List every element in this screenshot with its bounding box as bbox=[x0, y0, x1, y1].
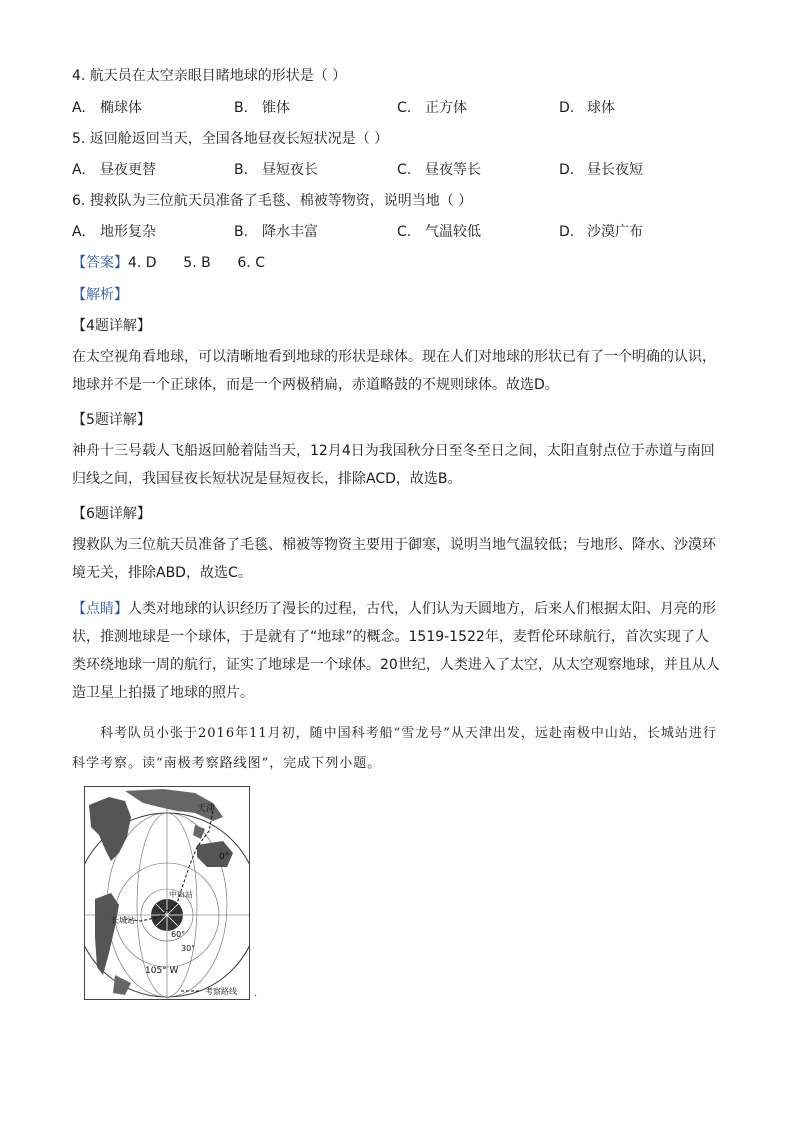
legend-route-label: 考察路线 bbox=[205, 987, 237, 996]
label-zero-degree: 0° bbox=[219, 852, 230, 862]
question-5-options bbox=[72, 160, 722, 180]
map-drawing bbox=[85, 787, 249, 999]
label-105w: 105° W bbox=[145, 966, 179, 976]
trailing-mark: . bbox=[254, 988, 258, 999]
tip-label: 【点睛】 bbox=[72, 601, 128, 617]
south-america-landmass bbox=[95, 893, 119, 975]
landmass bbox=[113, 975, 131, 995]
tip-paragraph bbox=[72, 595, 722, 707]
q4-option-d[interactable]: D. 球体 bbox=[559, 100, 615, 116]
question-5-stem: 5. 返回舱返回当天，全国各地昼夜长短状况是（ ） bbox=[72, 131, 389, 147]
question-6-options bbox=[72, 222, 722, 242]
q6-option-a[interactable]: A. 地形复杂 bbox=[72, 224, 156, 240]
q4-option-a[interactable]: A. 椭球体 bbox=[72, 100, 142, 116]
label-60-degree: 60° bbox=[171, 930, 186, 939]
answer-text: 4. D 5. B 6. C bbox=[128, 255, 265, 271]
africa-landmass bbox=[89, 797, 131, 861]
label-30-degree: 30° bbox=[181, 944, 196, 953]
detail-6-heading: 【6题详解】 bbox=[72, 506, 151, 522]
detail-6-text: 搜救队为三位航天员准备了毛毯、棉被等物资主要用于御寒，说明当地气温较低；与地形、降水、沙漠环境无关，排除ABD，故选C。 bbox=[72, 537, 716, 581]
q6-option-b[interactable]: B. 降水丰富 bbox=[234, 224, 318, 240]
q5-option-b[interactable]: B. 昼短夜长 bbox=[234, 162, 318, 178]
island-landmass bbox=[193, 825, 205, 839]
detail-4-heading: 【4题详解】 bbox=[72, 318, 151, 334]
detail-5-text: 神舟十三号载人飞船返回舱着陆当天，12月4日为我国秋分日至冬至日之间，太阳直射点位于赤道与南回归线之间，我国昼夜长短状况是昼短夜长，排除ACD，故选B。 bbox=[72, 443, 715, 487]
q4-option-b[interactable]: B. 锥体 bbox=[234, 100, 290, 116]
q6-option-d[interactable]: D. 沙漠广布 bbox=[559, 224, 643, 240]
label-changcheng-station: 长城站 bbox=[111, 916, 135, 925]
question-4-options bbox=[72, 98, 722, 118]
intro-paragraph: 科考队员小张于2016年11月初，随中国科考船“雪龙号”从天津出发，远赴南极中山站，长城站进行科学考察。读“南极考察路线图”，完成下列小题。 bbox=[72, 726, 717, 771]
detail-4-text: 在太空视角看地球，可以清晰地看到地球的形状是球体。现在人们对地球的形状已有了一个明确的认识，地球并不是一个正球体，而是一个两极稍扁，赤道略鼓的不规则球体。故选D。 bbox=[72, 349, 716, 393]
q5-option-c[interactable]: C. 昼夜等长 bbox=[397, 162, 481, 178]
label-zhongshan-station: 中山站 bbox=[169, 890, 193, 899]
q5-option-d[interactable]: D. 昼长夜短 bbox=[559, 162, 643, 178]
tip-text: 人类对地球的认识经历了漫长的过程，古代，人们认为天圆地方，后来人们根据太阳、月亮的形状，推测地球是一个球体，于是就有了“地球”的概念。1519-1522年，麦哲伦环球航行，首次实现了人类环绕地球一周的航行，证实了地球是一个球体。20世纪，人类进入了太空，从太空观察地球，并且从人造卫星上拍摄了地球的照片。 bbox=[72, 601, 720, 701]
label-tianjin: 天津 bbox=[197, 804, 216, 814]
question-4-stem: 4. 航天员在太空亲眼目睹地球的形状是（ ） bbox=[72, 68, 347, 84]
question-6-stem: 6. 搜救队为三位航天员准备了毛毯、棉被等物资，说明当地（ ） bbox=[72, 193, 473, 209]
q6-option-c[interactable]: C. 气温较低 bbox=[397, 224, 481, 240]
analysis-label: 【解析】 bbox=[72, 287, 128, 303]
q5-option-a[interactable]: A. 昼夜更替 bbox=[72, 162, 156, 178]
answer-line bbox=[72, 253, 265, 273]
q4-option-c[interactable]: C. 正方体 bbox=[397, 100, 467, 116]
detail-5-heading: 【5题详解】 bbox=[72, 412, 151, 428]
answer-label: 【答案】 bbox=[72, 255, 128, 271]
antarctic-route-map bbox=[84, 786, 250, 1000]
